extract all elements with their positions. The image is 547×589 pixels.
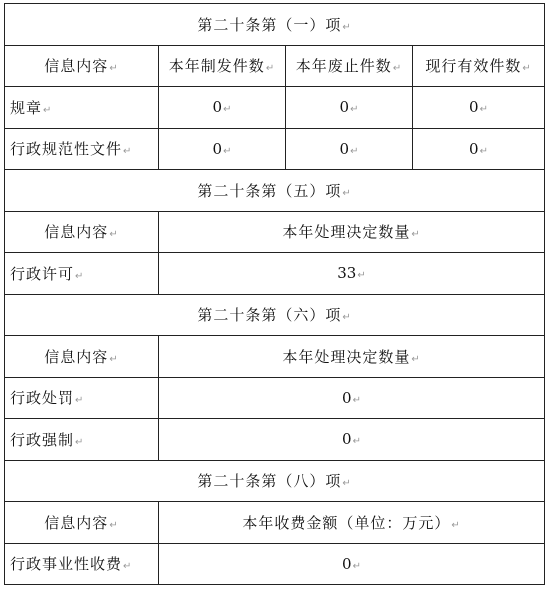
header-info-content: 信息内容↵ xyxy=(5,211,159,253)
disclosure-table xyxy=(4,3,545,585)
header-valid-count: 现行有效件数↵ xyxy=(413,45,545,87)
row-label-administrative-penalty: 行政处罚↵ xyxy=(5,377,159,419)
header-info-content: 信息内容↵ xyxy=(5,45,159,87)
cell-issued: 0↵ xyxy=(159,128,286,170)
section-8-title-row xyxy=(5,460,545,502)
table-row xyxy=(5,377,545,419)
table-row xyxy=(5,253,545,295)
row-label-regulations: 规章↵ xyxy=(5,87,159,129)
section-5-title-row xyxy=(5,170,545,212)
table-row xyxy=(5,128,545,170)
row-label-normative-documents: 行政规范性文件↵ xyxy=(5,128,159,170)
cell-issued: 0↵ xyxy=(159,87,286,129)
cell-valid: 0↵ xyxy=(413,87,545,129)
section-6-title-row xyxy=(5,294,545,336)
section-1-title-row xyxy=(5,4,545,46)
cell-decision-count: 0↵ xyxy=(159,377,545,419)
section-8-header-row xyxy=(5,502,545,544)
header-issued-count: 本年制发件数↵ xyxy=(159,45,286,87)
cell-decision-count: 33↵ xyxy=(159,253,545,295)
section-6-header-row xyxy=(5,336,545,378)
header-info-content: 信息内容↵ xyxy=(5,336,159,378)
row-label-administrative-fees: 行政事业性收费↵ xyxy=(5,543,159,585)
section-6-title: 第二十条第（六）项↵ xyxy=(5,294,545,336)
section-5-header-row xyxy=(5,211,545,253)
table-row xyxy=(5,543,545,585)
row-label-administrative-enforcement: 行政强制↵ xyxy=(5,419,159,461)
header-info-content: 信息内容↵ xyxy=(5,502,159,544)
header-fee-amount: 本年收费金额（单位：万元）↵ xyxy=(159,502,545,544)
section-1-title: 第二十条第（一）项↵ xyxy=(5,4,545,46)
table-row xyxy=(5,87,545,129)
section-5-title: 第二十条第（五）项↵ xyxy=(5,170,545,212)
section-8-title: 第二十条第（八）项↵ xyxy=(5,460,545,502)
header-abolished-count: 本年废止件数↵ xyxy=(286,45,413,87)
table-row xyxy=(5,419,545,461)
cell-fee-amount: 0↵ xyxy=(159,543,545,585)
row-label-administrative-license: 行政许可↵ xyxy=(5,253,159,295)
header-decision-count: 本年处理决定数量↵ xyxy=(159,336,545,378)
cell-valid: 0↵ xyxy=(413,128,545,170)
cell-abolished: 0↵ xyxy=(286,87,413,129)
cell-decision-count: 0↵ xyxy=(159,419,545,461)
header-decision-count: 本年处理决定数量↵ xyxy=(159,211,545,253)
cell-abolished: 0↵ xyxy=(286,128,413,170)
section-1-header-row xyxy=(5,45,545,87)
